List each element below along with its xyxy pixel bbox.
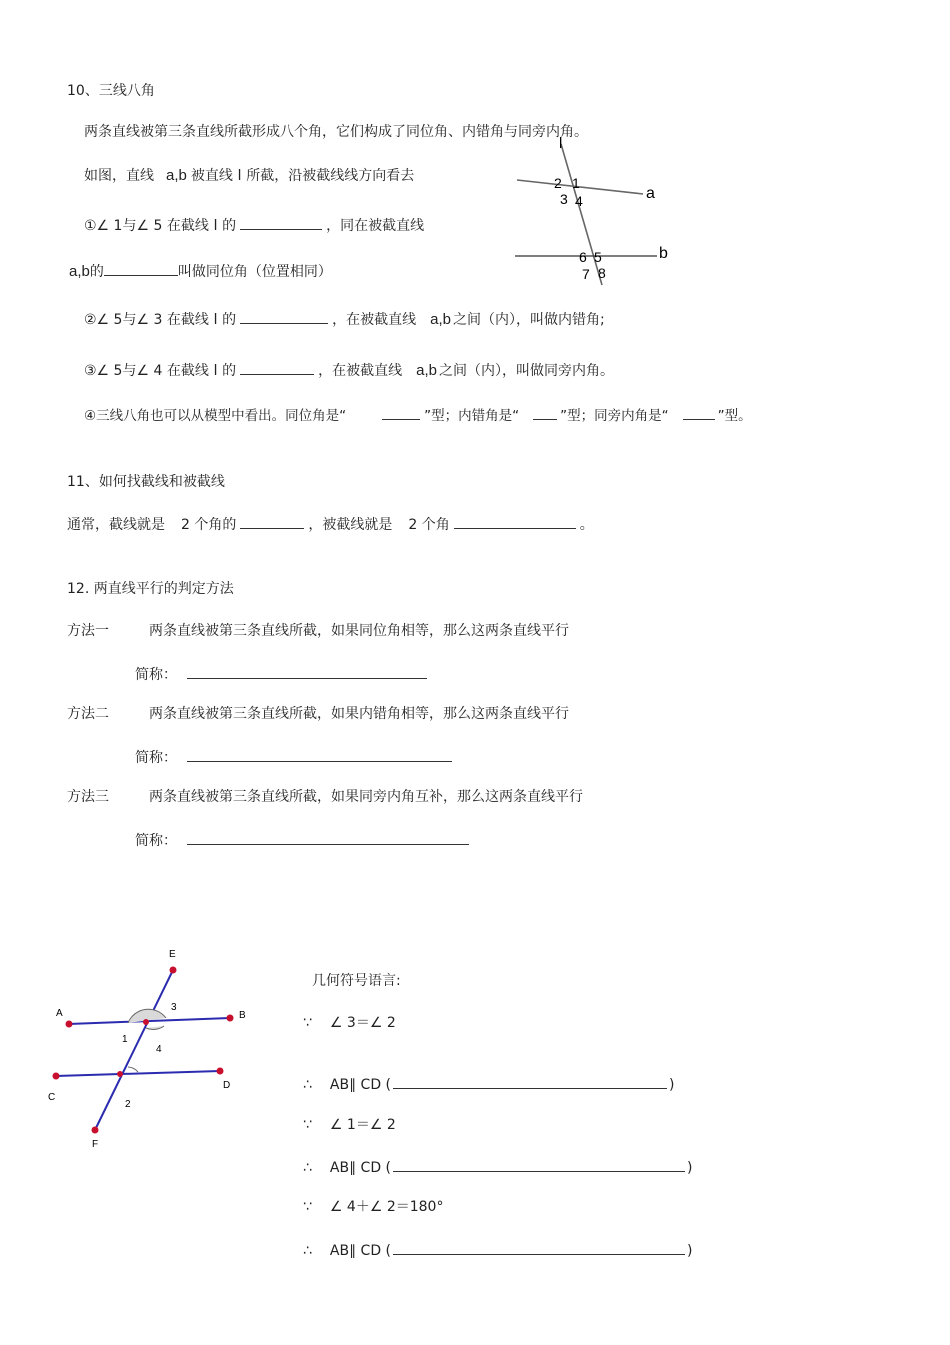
because-symbol: ∵	[303, 1015, 312, 1031]
text-fragment: ，同在被截直线	[326, 218, 425, 234]
angle-label: 2	[125, 1099, 131, 1110]
angle-label: 3	[560, 191, 568, 207]
abbr-label: 简称：	[135, 750, 177, 766]
proof-line-2	[303, 1074, 675, 1094]
angle-label: 5	[594, 249, 602, 265]
answer-blank[interactable]	[104, 261, 178, 276]
abbr-label: 简称：	[135, 833, 177, 849]
text-fragment: 之间（内），叫做内错角;	[453, 312, 605, 328]
method-1	[67, 622, 569, 640]
method-2-abbr	[135, 747, 452, 767]
method-2	[67, 705, 569, 723]
method-3-abbr	[135, 830, 469, 850]
text-fragment: 被直线	[190, 168, 233, 184]
angle-arc-lower	[146, 1026, 164, 1030]
text-fragment: 叫做同位角（位置相同）	[177, 264, 332, 280]
proof-line-6	[303, 1240, 693, 1260]
text-fragment: 通常，截线就是	[67, 517, 165, 533]
label-l: l	[559, 135, 563, 152]
answer-blank[interactable]	[240, 309, 328, 324]
therefore-symbol: ∴	[303, 1077, 312, 1093]
angle-label: 4	[575, 193, 583, 209]
text-fragment: 如图，直线	[84, 168, 154, 184]
answer-blank[interactable]	[683, 405, 715, 420]
text-fragment: 的	[89, 264, 104, 280]
text-fragment: 之间（内），叫做同旁内角。	[439, 363, 615, 379]
proof-line-4	[303, 1157, 693, 1177]
condition: ∠ 1＝∠ 2	[329, 1117, 396, 1133]
method-3	[67, 788, 583, 806]
bracket-close: )	[669, 1077, 675, 1093]
method-text: 两条直线被第三条直线所截，如果同旁内角互补，那么这两条直线平行	[149, 789, 583, 805]
item-4	[84, 405, 752, 425]
point-e	[170, 967, 177, 974]
parallel-lines-figure	[40, 940, 270, 1155]
text-fragment: ②∠ 5与∠ 3 在截线	[84, 312, 209, 328]
because-symbol: ∵	[303, 1117, 312, 1133]
angle-label: 8	[598, 265, 606, 281]
item-1-continued	[69, 261, 332, 281]
therefore-symbol: ∴	[303, 1243, 312, 1259]
lines-ab: a,b	[69, 263, 90, 280]
text-fragment: 的	[222, 312, 237, 328]
text-fragment: ③∠ 5与∠ 4 在截线	[84, 363, 209, 379]
label-point-e: E	[169, 949, 176, 960]
label-point-b: B	[239, 1010, 246, 1021]
angle-label: 6	[579, 249, 587, 265]
section-10-intro: 两条直线被第三条直线所截形成八个角，它们构成了同位角、内错角与同旁内角。	[84, 124, 588, 140]
proof-title: 几何符号语言:	[312, 973, 401, 989]
method-text: 两条直线被第三条直线所截，如果内错角相等，那么这两条直线平行	[149, 706, 569, 722]
because-symbol: ∵	[303, 1199, 312, 1215]
answer-blank[interactable]	[454, 514, 576, 529]
answer-blank[interactable]	[240, 360, 314, 375]
item-1	[84, 215, 424, 235]
text-fragment: ，在被截直线	[332, 312, 417, 328]
text-fragment: 的	[222, 218, 237, 234]
label-a: a	[646, 185, 655, 202]
label-point-a: A	[56, 1008, 63, 1019]
text-fragment: ④三线八角也可以从模型中看出。同位角是“	[84, 408, 347, 424]
bracket-close: )	[687, 1160, 693, 1176]
angle-label: 4	[156, 1044, 162, 1055]
answer-blank[interactable]	[187, 664, 427, 679]
line-l: l	[237, 167, 242, 184]
line-l: l	[213, 217, 218, 234]
section-11-heading: 11、如何找截线和被截线	[67, 474, 225, 490]
intersection-ab-ef	[143, 1019, 149, 1025]
bracket-close: )	[687, 1243, 693, 1259]
lines-ab: a,b	[430, 311, 452, 328]
label-point-f: F	[92, 1139, 99, 1150]
angle-label: 7	[582, 266, 590, 282]
answer-blank[interactable]	[533, 405, 557, 420]
transversal-diagram	[505, 132, 695, 292]
method-name: 方法一	[67, 623, 109, 639]
point-d	[217, 1068, 224, 1075]
point-a	[66, 1021, 73, 1028]
answer-blank[interactable]	[187, 747, 452, 762]
answer-blank[interactable]	[382, 405, 420, 420]
condition: ∠ 4＋∠ 2＝180°	[329, 1199, 444, 1215]
line-a	[517, 180, 643, 194]
text-fragment: ①∠ 1与∠ 5 在截线	[84, 218, 209, 234]
line-l: l	[213, 311, 218, 328]
label-point-d: D	[223, 1080, 231, 1091]
condition: ∠ 3＝∠ 2	[329, 1015, 396, 1031]
text-fragment: 。	[579, 517, 594, 533]
point-b	[227, 1015, 234, 1022]
conclusion: AB∥ CD (	[329, 1160, 392, 1176]
angle-label: 1	[572, 175, 580, 191]
proof-line-3	[303, 1116, 396, 1134]
answer-blank[interactable]	[393, 1074, 667, 1089]
conclusion: AB∥ CD (	[329, 1077, 392, 1093]
section-10-figure-intro	[84, 167, 414, 185]
text-fragment: ”型。	[717, 408, 752, 424]
abbr-label: 简称：	[135, 667, 177, 683]
item-2	[84, 309, 605, 329]
section-12-heading: 12. 两直线平行的判定方法	[67, 581, 234, 597]
answer-blank[interactable]	[393, 1157, 685, 1172]
text-fragment: ，被截线就是	[308, 517, 393, 533]
text-fragment: ”型；同旁内角是“	[560, 408, 669, 424]
angle-label: 2	[554, 175, 562, 191]
answer-blank[interactable]	[240, 215, 322, 230]
section-10-heading: 10、三线八角	[67, 83, 155, 99]
answer-blank[interactable]	[393, 1240, 685, 1255]
item-3	[84, 360, 614, 380]
text-fragment: 2 个角的	[181, 517, 237, 533]
point-c	[53, 1073, 60, 1080]
text-fragment: 2 个角	[408, 517, 450, 533]
intersection-cd-ef	[117, 1071, 123, 1077]
lines-ab: a,b	[166, 167, 187, 184]
section-11-text	[67, 514, 594, 534]
proof-line-5	[303, 1198, 443, 1216]
method-text: 两条直线被第三条直线所截，如果同位角相等，那么这两条直线平行	[149, 623, 569, 639]
method-1-abbr	[135, 664, 427, 684]
angle-label: 3	[171, 1002, 177, 1013]
text-fragment: 所截，沿被截线线方向看去	[246, 168, 415, 184]
answer-blank[interactable]	[187, 830, 469, 845]
text-fragment: ，在被截直线	[318, 363, 403, 379]
conclusion: AB∥ CD (	[329, 1243, 392, 1259]
therefore-symbol: ∴	[303, 1160, 312, 1176]
label-b: b	[659, 245, 668, 262]
label-point-c: C	[48, 1092, 56, 1103]
method-name: 方法二	[67, 706, 109, 722]
lines-ab: a,b	[416, 362, 438, 379]
line-l: l	[213, 362, 218, 379]
angle-arc-c	[128, 1067, 138, 1072]
answer-blank[interactable]	[240, 514, 304, 529]
text-fragment: 的	[222, 363, 237, 379]
text-fragment: ”型；内错角是“	[424, 408, 520, 424]
method-name: 方法三	[67, 789, 109, 805]
point-f	[92, 1127, 99, 1134]
proof-line-1	[303, 1014, 396, 1032]
angle-label: 1	[122, 1034, 128, 1045]
